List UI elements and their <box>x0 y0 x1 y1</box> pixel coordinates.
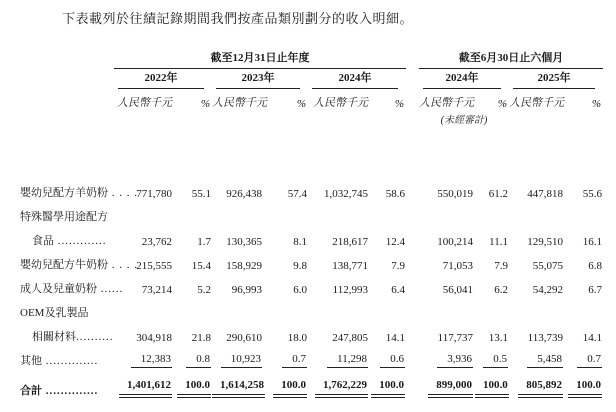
value-cell: 12,383 <box>114 344 174 368</box>
dot-leader: ...... <box>97 282 124 295</box>
pct-cell: 55.6 <box>582 187 602 200</box>
pct-cell: 14.1 <box>385 331 405 344</box>
row-label: 成人及兒童奶粉 ...... <box>20 282 124 295</box>
table-row <box>20 176 603 200</box>
pct-header: % <box>497 97 507 110</box>
pct-cell: 7.9 <box>391 259 405 272</box>
pct-header: % <box>296 97 306 110</box>
value-cell: 1,032,745 <box>324 187 368 200</box>
dot-leader: .............. <box>42 354 99 367</box>
row-label: OEM及乳製品 <box>20 306 89 319</box>
value-cell: 54,292 <box>532 283 563 296</box>
pct-cell: 14.1 <box>582 331 602 344</box>
table-row <box>20 272 603 296</box>
unit-header: 人民幣千元 <box>509 96 564 109</box>
pct-cell: 6.4 <box>391 283 405 296</box>
pct-cell: 0.5 <box>475 344 509 368</box>
pct-cell: 58.6 <box>385 187 405 200</box>
unit-header: 人民幣千元 <box>117 96 172 109</box>
value-cell: 23,762 <box>141 235 172 248</box>
pct-cell: 5.2 <box>197 283 211 296</box>
revenue-by-product-table <box>20 46 603 398</box>
value-cell: 100,214 <box>437 235 473 248</box>
pct-cell: 7.9 <box>494 259 508 272</box>
total-value-cell: 805,892 <box>509 368 565 398</box>
total-value-cell: 1,401,612 <box>114 368 174 398</box>
pct-cell: 0.6 <box>370 344 406 368</box>
pct-cell: 6.2 <box>494 283 508 296</box>
pct-header: % <box>200 97 210 110</box>
period-group-annual: 截至12月31日止年度 <box>114 46 406 68</box>
pct-cell: 15.4 <box>191 259 211 272</box>
pct-cell: 8.1 <box>293 235 307 248</box>
year-header-2023: 2023年 <box>212 68 308 89</box>
unit-header: 人民幣千元 <box>419 96 474 109</box>
intro-text: 下表載列於往績記錄期間我們按產品類別劃分的收入明細。 <box>62 11 414 26</box>
year-header-2022: 2022年 <box>114 68 212 89</box>
table-row <box>20 89 603 111</box>
table-row <box>20 344 603 368</box>
total-pct-cell: 100.0 <box>565 368 603 398</box>
pct-cell: 57.4 <box>287 187 307 200</box>
pct-cell: 16.1 <box>582 235 602 248</box>
value-cell: 290,610 <box>226 331 262 344</box>
pct-cell: 11.1 <box>489 235 508 248</box>
total-value-cell: 1,762,229 <box>308 368 370 398</box>
total-pct-cell: 100.0 <box>174 368 212 398</box>
row-label: 嬰幼兒配方牛奶粉 . . . . <box>20 258 138 271</box>
unit-header: 人民幣千元 <box>212 96 267 109</box>
table-row <box>20 46 603 68</box>
value-cell: 112,993 <box>332 283 368 296</box>
table-row <box>20 111 603 126</box>
value-cell: 71,053 <box>442 259 473 272</box>
value-cell: 10,923 <box>212 344 264 368</box>
pct-cell: 13.1 <box>488 331 508 344</box>
value-cell: 11,298 <box>308 344 370 368</box>
row-label: 其他 .............. <box>20 354 99 367</box>
value-cell: 215,555 <box>136 259 172 272</box>
value-cell: 5,458 <box>509 344 565 368</box>
value-cell: 247,805 <box>332 331 368 344</box>
value-cell: 129,510 <box>527 235 563 248</box>
value-cell: 56,041 <box>442 283 473 296</box>
pct-header: % <box>591 97 601 110</box>
unaudited-note: (未經審計) <box>440 114 488 126</box>
total-row <box>20 368 603 398</box>
table-row <box>20 224 603 248</box>
value-cell: 158,929 <box>226 259 262 272</box>
total-value-cell: 1,614,258 <box>212 368 264 398</box>
value-cell: 55,075 <box>532 259 563 272</box>
row-label: 特殊醫學用途配方 <box>20 210 108 223</box>
row-label: 嬰幼兒配方羊奶粉 . . . . <box>20 186 138 199</box>
total-pct-cell: 100.0 <box>475 368 509 398</box>
pct-cell: 55.1 <box>191 187 211 200</box>
value-cell: 96,993 <box>231 283 262 296</box>
value-cell: 117,737 <box>437 331 473 344</box>
total-pct-cell: 100.0 <box>264 368 308 398</box>
value-cell: 304,918 <box>136 331 172 344</box>
pct-cell: 0.8 <box>174 344 212 368</box>
total-pct-cell: 100.0 <box>370 368 406 398</box>
value-cell: 926,438 <box>226 187 262 200</box>
value-cell: 138,771 <box>332 259 368 272</box>
pct-cell: 61.2 <box>488 187 508 200</box>
value-cell: 130,365 <box>226 235 262 248</box>
table-row <box>20 296 603 320</box>
year-header-2025-interim: 2025年 <box>509 68 603 89</box>
value-cell: 550,019 <box>437 187 473 200</box>
pct-cell: 12.4 <box>385 235 405 248</box>
year-header-2024: 2024年 <box>308 68 406 89</box>
pct-cell: 21.8 <box>191 331 211 344</box>
pct-cell: 0.7 <box>264 344 308 368</box>
dot-leader: . . . . <box>108 186 138 199</box>
row-label: 相關材料.......... <box>32 330 114 343</box>
pct-cell: 0.7 <box>565 344 603 368</box>
pct-cell: 18.0 <box>287 331 307 344</box>
pct-cell: 6.7 <box>588 283 602 296</box>
value-cell: 771,780 <box>136 187 172 200</box>
table-row <box>20 68 603 89</box>
pct-header: % <box>394 97 404 110</box>
dot-leader: ............. <box>54 234 107 247</box>
table-row <box>20 200 603 224</box>
dot-leader: . . . . <box>108 258 138 271</box>
row-label: 食品 ............. <box>32 234 107 247</box>
year-header-2024-interim: 2024年 <box>419 68 509 89</box>
table-row <box>20 248 603 272</box>
total-value-cell: 899,000 <box>419 368 475 398</box>
table-row <box>20 320 603 344</box>
dot-leader: .............. <box>42 384 99 397</box>
unit-header: 人民幣千元 <box>313 96 368 109</box>
value-cell: 113,739 <box>527 331 563 344</box>
pct-cell: 6.0 <box>293 283 307 296</box>
row-label: 合計 .............. <box>20 384 99 397</box>
period-group-interim: 截至6月30日止六個月 <box>419 46 603 68</box>
pct-cell: 6.8 <box>588 259 602 272</box>
value-cell: 73,214 <box>141 283 172 296</box>
value-cell: 447,818 <box>527 187 563 200</box>
pct-cell: 9.8 <box>293 259 307 272</box>
value-cell: 218,617 <box>332 235 368 248</box>
value-cell: 3,936 <box>419 344 475 368</box>
header-body-gap <box>20 126 603 176</box>
dot-leader: .......... <box>76 330 114 343</box>
pct-cell: 1.7 <box>197 235 211 248</box>
